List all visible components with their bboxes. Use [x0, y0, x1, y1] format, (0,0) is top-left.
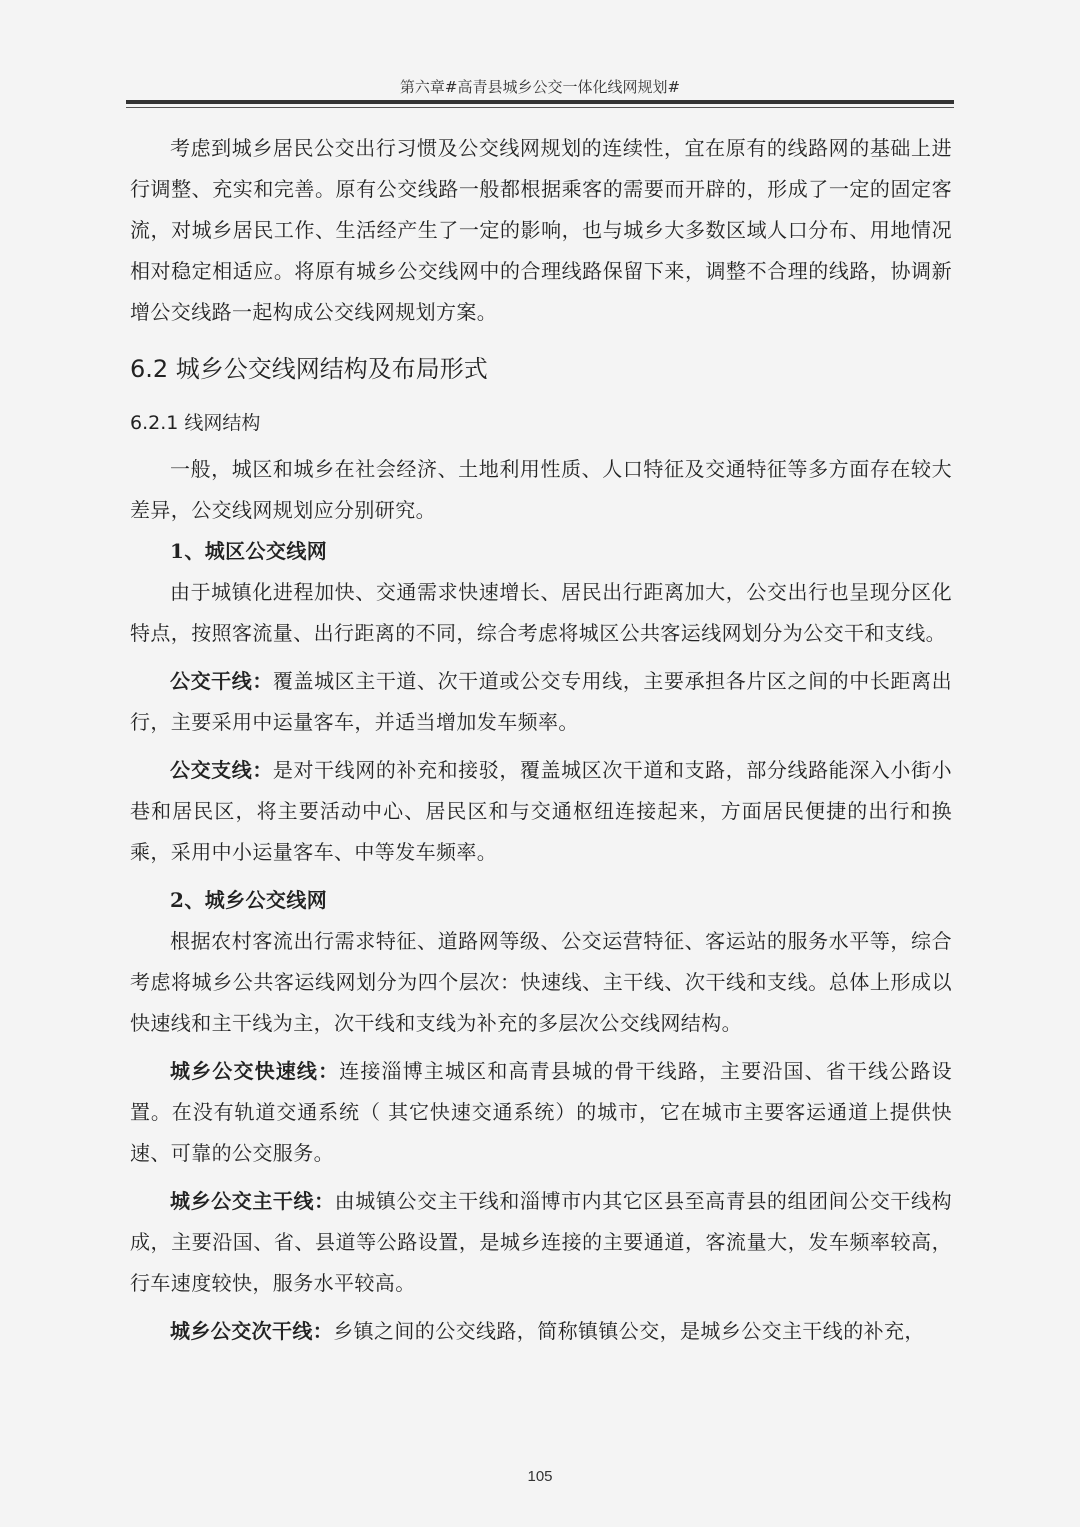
- item-1-title: 1、城区公交线网: [170, 539, 328, 563]
- intro-paragraph: 考虑到城乡居民公交出行习惯及公交线网规划的连续性，宜在原有的线路网的基础上进行调整、充实和完善。原有公交线路一般都根据乘客的需要而开辟的，形成了一定的固定客流，对城乡居民工作、生活经产生了一定的影响，也与城乡大多数区域人口分布、用地情况相对稳定相适应。将原有城乡公交线网中的合理线路保留下来，调整不合理的线路，协调新增公交线路一起构成公交线网规划方案。: [130, 136, 952, 324]
- branch-line-text: 是对干线网的补充和接驳，覆盖城区次干道和支路，部分线路能深入小街小巷和居民区，将主要活动中心、居民区和与交通枢纽连接起来，方面居民便捷的出行和换乘，采用中小运量客车、中等发车频率。: [130, 758, 952, 864]
- structure-paragraph: 一般，城区和城乡在社会经济、土地利用性质、人口特征及交通特征等多方面存在较大差异，公交线网规划应分别研究。: [130, 457, 952, 522]
- running-header: 第六章#高青县城乡公交一体化线网规划#: [399, 78, 681, 96]
- secondary-line-text: 乡镇之间的公交线路，简称镇镇公交，是城乡公交主干线的补充，: [333, 1319, 925, 1343]
- main-line-paragraph: [130, 1181, 952, 1304]
- body-content: [130, 128, 952, 1352]
- item-2-title: 2、城乡公交线网: [170, 888, 328, 912]
- secondary-line-term: 城乡公交次干线：: [170, 1319, 334, 1343]
- section-heading-6-2: 6.2 城乡公交线网结构及布局形式: [130, 355, 488, 383]
- branch-line-paragraph: [130, 750, 952, 873]
- express-line-text: 连接淄博主城区和高青县城的骨干线路，主要沿国、省干线公路设置。在没有轨道交通系统（ 其它快速交通系统）的城市，它在城市主要客运通道上提供快速、可靠的公交服务。: [130, 1059, 952, 1165]
- header-rule-thin: [126, 107, 954, 108]
- trunk-line-term: 公交干线：: [170, 669, 273, 693]
- trunk-line-paragraph: [130, 661, 952, 743]
- main-line-term: 城乡公交主干线：: [170, 1189, 335, 1213]
- trunk-line-text: 覆盖城区主干道、次干道或公交专用线，主要承担各片区之间的中长距离出行，主要采用中运量客车，并适当增加发车频率。: [130, 669, 952, 734]
- express-line-paragraph: [130, 1051, 952, 1174]
- main-line-text: 由城镇公交主干线和淄博市内其它区县至高青县的组团间公交干线构成，主要沿国、省、县道等公路设置，是城乡连接的主要通道，客流量大，发车频率较高，行车速度较快，服务水平较高。: [130, 1189, 952, 1295]
- express-line-term: 城乡公交快速线：: [170, 1059, 340, 1083]
- item-1-paragraph: 由于城镇化进程加快、交通需求快速增长、居民出行距离加大，公交出行也呈现分区化特点，按照客流量、出行距离的不同，综合考虑将城区公共客运线网划分为公交干和支线。: [130, 580, 952, 645]
- page-number: 105: [527, 1468, 553, 1485]
- secondary-line-paragraph: [130, 1311, 952, 1352]
- item-2-paragraph: 根据农村客流出行需求特征、道路网等级、公交运营特征、客运站的服务水平等，综合考虑将城乡公共客运线网划分为四个层次：快速线、主干线、次干线和支线。总体上形成以快速线和主干线为主，次干线和支线为补充的多层次公交线网结构。: [130, 929, 952, 1035]
- subsection-heading-6-2-1: 6.2.1 线网结构: [130, 412, 261, 434]
- header-rule-thick: [126, 100, 954, 104]
- branch-line-term: 公交支线：: [170, 758, 273, 782]
